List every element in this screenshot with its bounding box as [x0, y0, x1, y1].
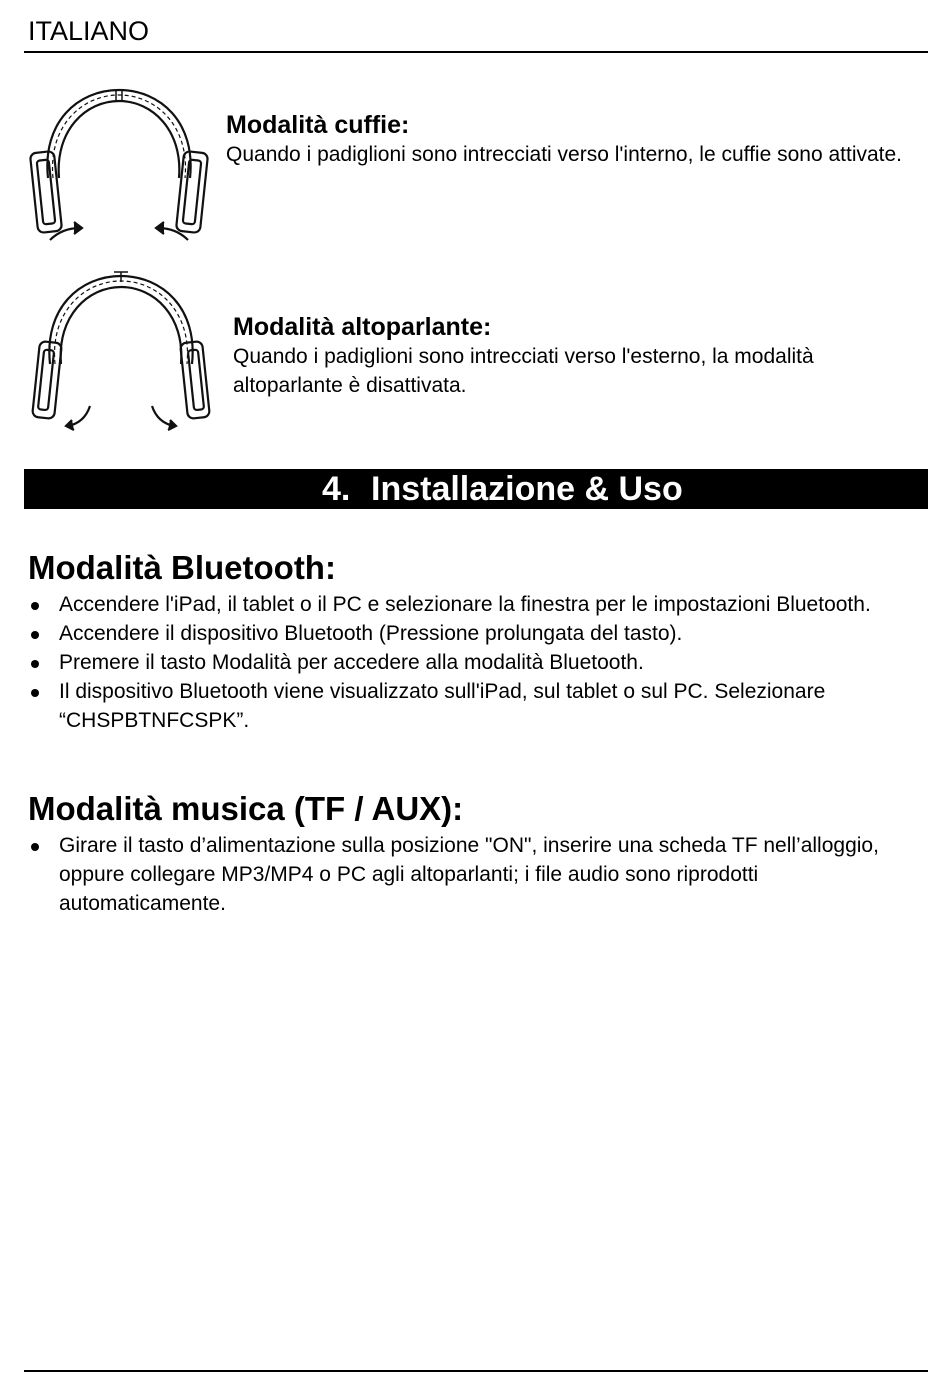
headphones-mode-block	[226, 110, 926, 169]
music-steps-list	[28, 831, 928, 918]
section-title: Installazione & Uso	[371, 470, 683, 508]
bullet-icon	[31, 631, 39, 639]
bluetooth-step-3: Premere il tasto Modalità per accedere alla modalità Bluetooth.	[59, 651, 644, 674]
music-step-1: Girare il tasto d’alimentazione sulla posizione "ON", inserire una scheda TF nell’alloggio, oppure collegare MP3/MP4 o PC agli altoparlanti; i file audio sono riprodotti automaticamente.	[59, 834, 879, 915]
language-label: ITALIANO	[28, 16, 150, 46]
list-item	[28, 648, 928, 677]
list-item	[28, 590, 928, 619]
bottom-divider	[24, 1370, 928, 1372]
bluetooth-step-4: Il dispositivo Bluetooth viene visualizzato sull'iPad, sul tablet o sul PC. Selezionare “CHSPBTNFCSPK”.	[59, 680, 826, 732]
headphones-inward-icon	[28, 82, 210, 248]
bluetooth-mode-heading: Modalità Bluetooth:	[28, 549, 336, 586]
speaker-mode-description: Quando i padiglioni sono intrecciati verso l'esterno, la modalità altoparlante è disattivata.	[233, 345, 814, 397]
bullet-icon	[31, 602, 39, 610]
bluetooth-step-2: Accendere il dispositivo Bluetooth (Pressione prolungata del tasto).	[59, 622, 683, 645]
list-item	[28, 677, 928, 735]
bluetooth-step-1: Accendere l'iPad, il tablet o il PC e selezionare la finestra per le impostazioni Bluetooth.	[59, 593, 871, 616]
list-item	[28, 831, 928, 918]
headphones-mode-title: Modalità cuffie:	[226, 111, 410, 139]
list-item	[28, 619, 928, 648]
music-mode-heading: Modalità musica (TF / AUX):	[28, 790, 464, 827]
headphones-mode-illustration	[28, 82, 210, 248]
headphones-outward-icon	[30, 268, 212, 434]
speaker-mode-illustration	[30, 268, 212, 434]
speaker-mode-block	[233, 312, 923, 400]
section-header-bar	[24, 469, 928, 509]
section-number: 4.	[322, 470, 351, 508]
bullet-icon	[31, 689, 39, 697]
bluetooth-steps-list	[28, 590, 928, 735]
bullet-icon	[31, 660, 39, 668]
speaker-mode-title: Modalità altoparlante:	[233, 313, 492, 341]
headphones-mode-description: Quando i padiglioni sono intrecciati verso l'interno, le cuffie sono attivate.	[226, 143, 903, 166]
bullet-icon	[31, 843, 39, 851]
top-divider	[24, 51, 928, 53]
